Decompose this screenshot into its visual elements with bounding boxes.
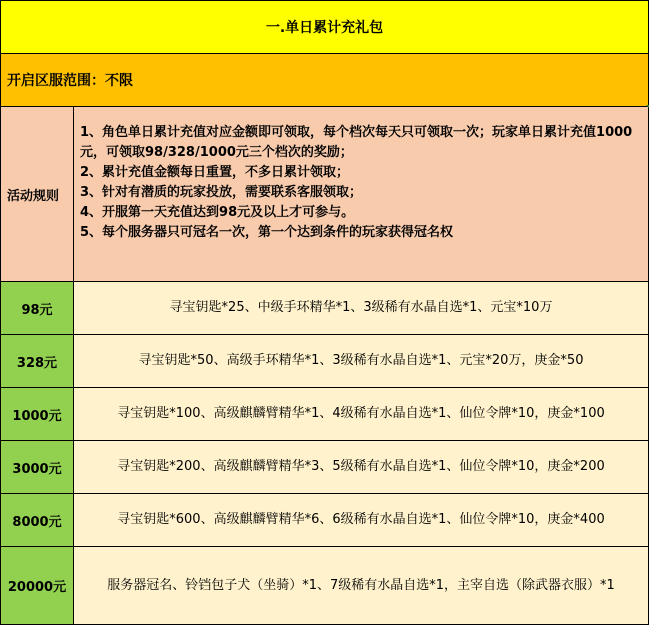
- title-cell[interactable]: [1, 1, 649, 54]
- tier-amount-cell[interactable]: [1, 441, 74, 494]
- server-range-text: 开启区服范围：不限: [7, 73, 133, 89]
- tier-reward-cell[interactable]: [74, 494, 649, 547]
- rules-label-cell[interactable]: [1, 107, 74, 282]
- server-range-cell[interactable]: [1, 54, 649, 107]
- tier-row: [1, 441, 649, 494]
- tier-reward: 寻宝钥匙*200、高级麒麟臂精华*3、5级稀有水晶自选*1、仙位令牌*10，庚金*200: [117, 459, 605, 474]
- tier-row: [1, 335, 649, 388]
- tier-row: [1, 494, 649, 547]
- tier-reward-cell[interactable]: [74, 441, 649, 494]
- rules-label: 活动规则: [7, 188, 60, 204]
- tier-row: [1, 282, 649, 335]
- rules-row: [1, 107, 649, 282]
- rules-body-cell[interactable]: [74, 107, 649, 282]
- rule-item: 2、累计充值金额每日重置，不多日累计领取；: [80, 165, 350, 180]
- tier-amount: 3000元: [12, 461, 62, 477]
- tier-reward: 寻宝钥匙*100、高级麒麟臂精华*1、4级稀有水晶自选*1、仙位令牌*10，庚金*100: [117, 406, 605, 421]
- tier-amount: 20000元: [7, 580, 67, 595]
- server-range-row: [1, 54, 649, 107]
- tier-amount: 1000元: [12, 408, 62, 424]
- tier-reward: 寻宝钥匙*25、中级手环精华*1、3级稀有水晶自选*1、元宝*10万: [169, 300, 553, 315]
- tier-amount-cell[interactable]: [1, 547, 74, 625]
- tier-reward-cell[interactable]: [74, 388, 649, 441]
- tier-reward-cell[interactable]: [74, 547, 649, 625]
- tier-amount-cell[interactable]: [1, 335, 74, 388]
- title-row: [1, 1, 649, 54]
- tier-amount-cell[interactable]: [1, 282, 74, 335]
- tier-reward-cell[interactable]: [74, 335, 649, 388]
- tier-reward: 寻宝钥匙*50、高级手环精华*1、3级稀有水晶自选*1、元宝*20万，庚金*50: [138, 353, 584, 368]
- tier-amount: 98元: [21, 302, 53, 318]
- tier-reward-cell[interactable]: [74, 282, 649, 335]
- tier-amount: 328元: [16, 355, 58, 371]
- rule-item: 1、角色单日累计充值对应金额即可领取，每个档次每天只可领取一次；玩家单日累计充值1000元，可领取98/328/1000元三个档次的奖励；: [80, 125, 633, 160]
- rule-item: 5、每个服务器只可冠名一次，第一个达到条件的玩家获得冠名权: [80, 225, 454, 240]
- rule-item: 3、针对有潜质的玩家投放，需要联系客服领取；: [80, 185, 363, 200]
- tier-amount: 8000元: [12, 514, 62, 530]
- tier-row: [1, 388, 649, 441]
- tier-amount-cell[interactable]: [1, 494, 74, 547]
- tier-amount-cell[interactable]: [1, 388, 74, 441]
- tier-row: [1, 547, 649, 625]
- page-title: 一.单日累计充礼包: [265, 20, 384, 36]
- rule-item: 4、开服第一天充值达到98元及以上才可参与。: [80, 205, 355, 220]
- tier-reward: 服务器冠名、铃铛包子犬（坐骑）*1、7级稀有水晶自选*1，主宰自选（除武器衣服）*1: [107, 577, 615, 593]
- tier-reward: 寻宝钥匙*600、高级麒麟臂精华*6、6级稀有水晶自选*1、仙位令牌*10，庚金*400: [117, 512, 605, 527]
